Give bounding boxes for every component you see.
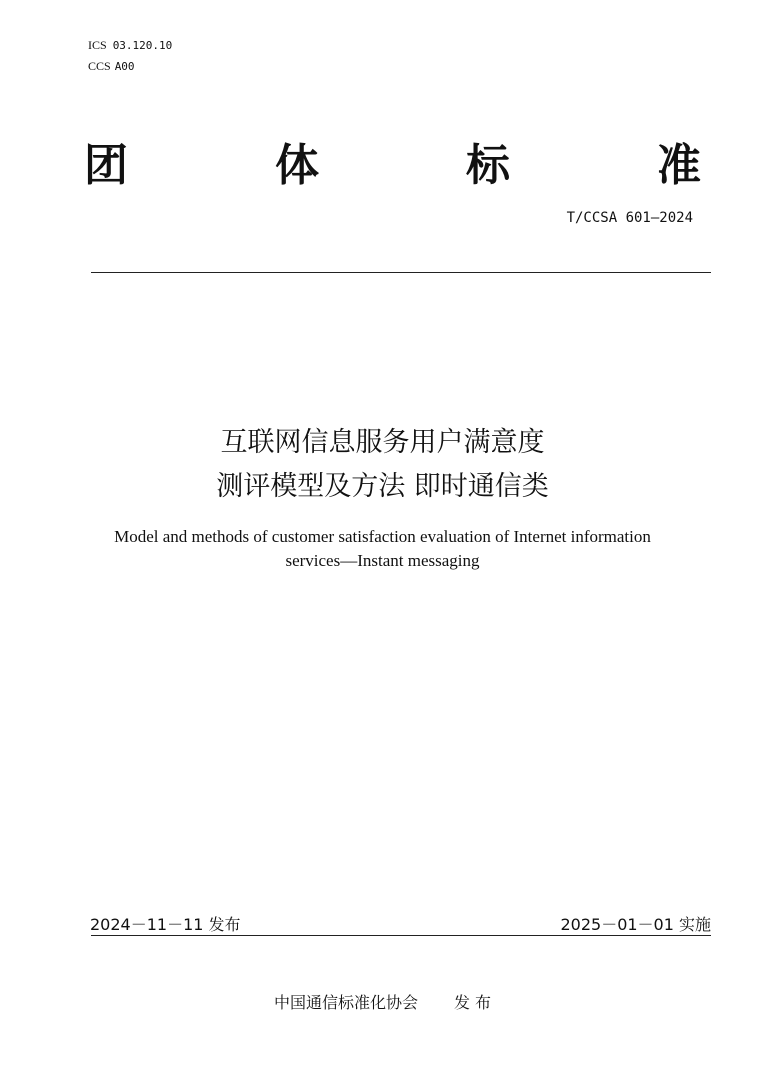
ics-label: ICS	[88, 38, 107, 52]
chinese-title-line-1: 互联网信息服务用户满意度	[220, 427, 545, 458]
standard-number: T/CCSA 601—2024	[566, 210, 693, 226]
ccs-line	[88, 59, 135, 74]
top-divider	[91, 272, 711, 273]
bottom-divider	[91, 935, 711, 936]
publish-date: 2024－11－11 发布	[90, 915, 241, 934]
heading-char-1: 团	[84, 140, 128, 191]
ics-line	[88, 38, 172, 53]
ccs-label: CCS	[88, 59, 111, 73]
issuer-action: 发 布	[453, 993, 492, 1012]
heading-char-4: 准	[657, 140, 701, 191]
chinese-title-line-2: 测评模型及方法 即时通信类	[216, 471, 549, 502]
issuer-org: 中国通信标准化协会	[273, 993, 418, 1012]
ics-code: 03.120.10	[112, 39, 173, 52]
issuer-line	[0, 990, 765, 1013]
ccs-code: A00	[114, 60, 135, 73]
heading-char-3: 标	[466, 140, 510, 191]
english-title-line-1: Model and methods of customer satisfaction evaluation of Internet information	[114, 527, 651, 546]
implement-date: 2025－01－01 实施	[560, 915, 711, 934]
english-title-line-2: services—Instant messaging	[285, 551, 480, 570]
heading-char-2: 体	[275, 140, 319, 191]
